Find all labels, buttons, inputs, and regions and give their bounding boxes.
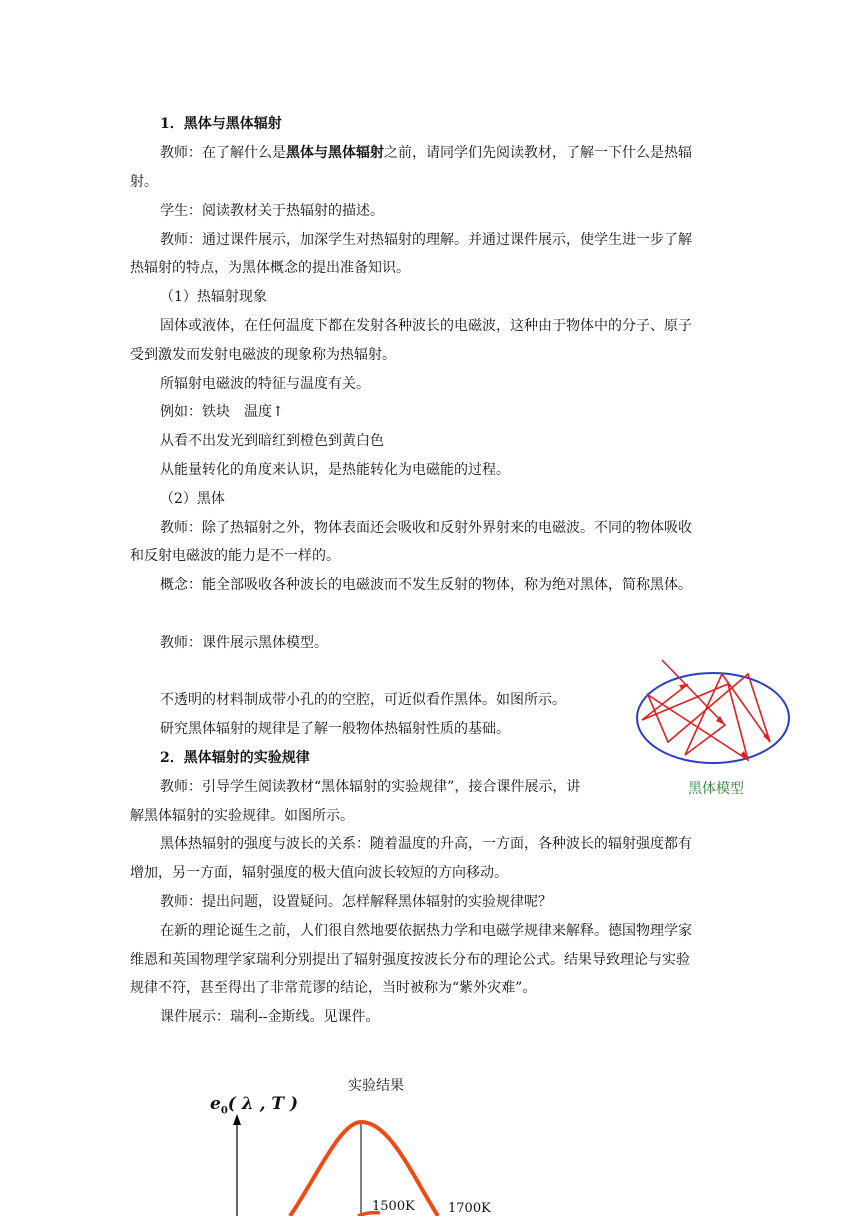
paragraph-teacher-1-cont: 热辐射的特点，为黑体概念的提出准备知识。: [130, 260, 410, 276]
blackbody-model-figure: [630, 652, 800, 772]
paragraph-guide-cont: 解黑体辐射的实验规律。如图所示。: [130, 808, 354, 824]
paragraph-intro-post: 之前，请同学们先阅读教材，了解一下什么是热辐: [384, 145, 692, 161]
paragraph-intro: [160, 143, 692, 163]
paragraph-intro-cont: 射。: [130, 174, 158, 190]
paragraph-intro-pre: 教师：在了解什么是: [160, 145, 286, 161]
paragraph-absorb-cont: 和反射电磁波的能力是不一样的。: [130, 548, 340, 564]
paragraph-absorb: 教师：除了热辐射之外，物体表面还会吸收和反射外界射来的电磁波。不同的物体吸收: [160, 520, 692, 536]
paragraph-intro-bold: 黑体与黑体辐射: [286, 145, 384, 161]
graph-y-axis-arrow: [233, 1114, 241, 1125]
graph-title: 实验结果: [348, 1078, 404, 1094]
paragraph-question: 教师：提出问题，设置疑问。怎样解释黑体辐射的实验规律呢？: [160, 894, 552, 910]
curve-1700k: [290, 1122, 438, 1216]
curve-label-1500k: 1500K: [372, 1199, 415, 1214]
paragraph-teacher-1: 教师：通过课件展示，加深学生对热辐射的理解。并通过课件展示，使学生进一步了解: [160, 232, 692, 248]
paragraph-student: 学生：阅读教材关于热辐射的描述。: [160, 203, 384, 219]
section-heading-experiment: 2．黑体辐射的实验规律: [160, 750, 310, 766]
graph-y-label-subscript: 0: [220, 1105, 228, 1117]
paragraph-theory: 在新的理论诞生之前，人们很自然地要依据热力学和电磁学规律来解释。德国物理学家: [160, 923, 692, 939]
paragraph-temperature: 所辐射电磁波的特征与温度有关。: [160, 376, 370, 392]
section-heading-blackbody: 1．黑体与黑体辐射: [160, 116, 282, 132]
paragraph-cavity: 不透明的材料制成带小孔的的空腔，可近似看作黑体。如图所示。: [160, 692, 566, 708]
paragraph-concept: 概念：能全部吸收各种波长的电磁波而不发生反射的物体，称为绝对黑体，简称黑体。: [160, 577, 692, 593]
paragraph-colors: 从看不出发光到暗红到橙色到黄白色: [160, 433, 384, 449]
subheading-thermal-radiation: （1）热辐射现象: [160, 289, 267, 305]
paragraph-relation-cont: 增加，另一方面，辐射强度的极大值向波长较短的方向移动。: [130, 865, 508, 881]
ray-path: [642, 660, 770, 760]
paragraph-definition-cont: 受到激发而发射电磁波的现象称为热辐射。: [130, 347, 396, 363]
curve-label-1700k: 1700K: [448, 1201, 491, 1216]
paragraph-example: 例如：铁块 温度↑: [160, 404, 284, 420]
radiation-graph: [190, 1070, 510, 1216]
paragraph-energy: 从能量转化的角度来认识，是热能转化为电磁能的过程。: [160, 462, 510, 478]
figure-caption-blackbody: 黑体模型: [688, 781, 744, 797]
paragraph-theory-cont-2: 规律不符，甚至得出了非常荒谬的结论，当时被称为“紫外灾难”。: [130, 980, 537, 996]
graph-y-label-args: ( λ , T ): [227, 1094, 299, 1114]
paragraph-model: 教师：课件展示黑体模型。: [160, 635, 328, 651]
paragraph-basis: 研究黑体辐射的规律是了解一般物体热辐射性质的基础。: [160, 721, 510, 737]
paragraph-relation: 黑体热辐射的强度与波长的关系：随着温度的升高，一方面，各种波长的辐射强度都有: [160, 836, 692, 852]
subheading-blackbody: （2）黑体: [160, 491, 225, 507]
cavity-ellipse: [637, 673, 789, 763]
paragraph-theory-cont-1: 维恩和英国物理学家瑞利分别提出了辐射强度按波长分布的理论公式。结果导致理论与实验: [130, 952, 690, 968]
paragraph-definition: 固体或液体，在任何温度下都在发射各种波长的电磁波，这种由于物体中的分子、原子: [160, 318, 692, 334]
paragraph-courseware: 课件展示：瑞利--金斯线。见课件。: [160, 1009, 380, 1025]
graph-y-label-e: e: [210, 1094, 221, 1114]
paragraph-guide: 教师：引导学生阅读教材“黑体辐射的实验规律”，接合课件展示，讲: [160, 779, 581, 795]
